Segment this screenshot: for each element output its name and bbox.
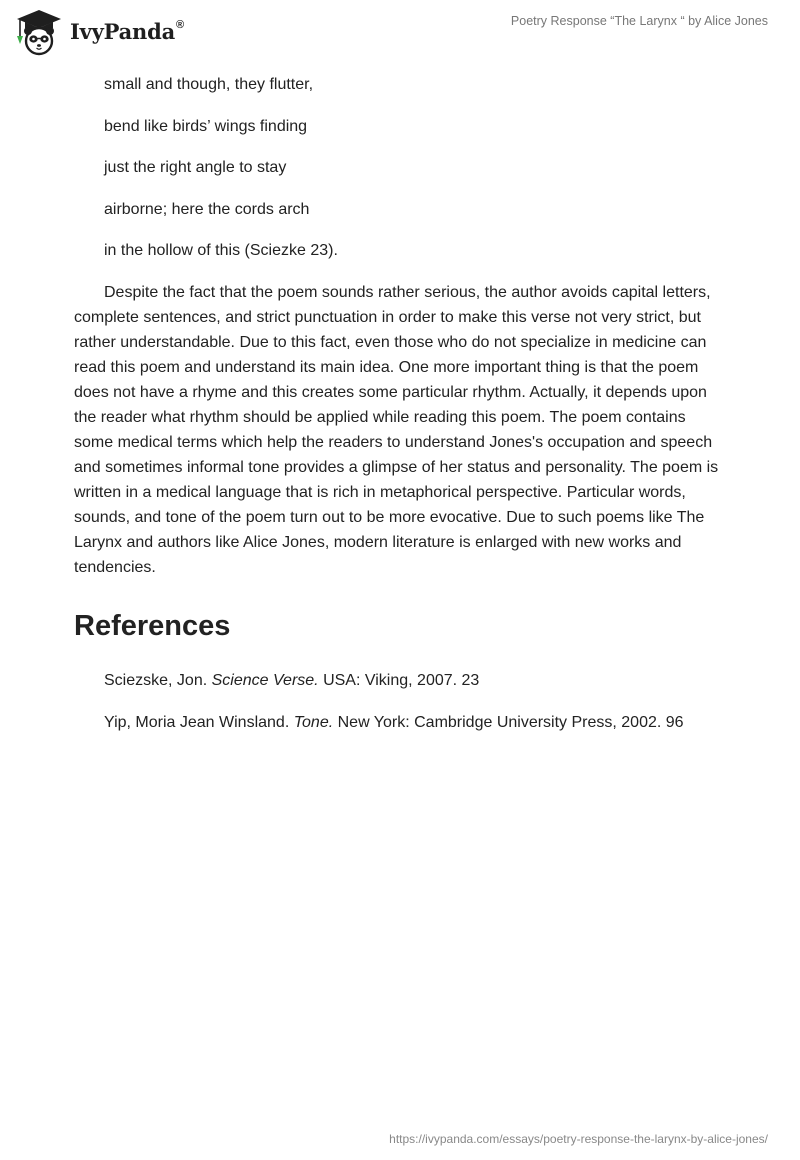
poem-line: bend like birds’ wings finding (104, 117, 308, 135)
poem-excerpt (74, 72, 726, 263)
reference-title: Tone. (293, 713, 334, 731)
source-url-link[interactable]: https://ivypanda.com/essays/poetry-response-the-larynx-by-alice-jones/ (389, 1132, 768, 1146)
poem-line: just the right angle to stay (104, 159, 287, 176)
essay-content (74, 72, 726, 752)
ivypanda-logo[interactable] (14, 8, 184, 56)
reference-item (104, 710, 726, 735)
reference-item (104, 668, 726, 693)
document-title: Poetry Response “The Larynx “ by Alice Jones (510, 14, 768, 28)
panda-graduate-icon (14, 8, 64, 56)
reference-title: Science Verse. (211, 671, 319, 689)
reference-publication: USA: Viking, 2007. 23 (323, 671, 480, 689)
poem-line: airborne; here the cords arch (104, 200, 310, 218)
body-paragraph: Despite the fact that the poem sounds rather serious, the author avoids capital letters, complete sentences, and strict punctuation in order to make this verse not very strict, but rather understandable. Due to this fact, even those who do not specialize in medicine can read this poem and understand its main idea. One more important thing is that the poem does not have a rhyme and this creates some particular rhythm. Actually, it depends upon the reader what rhythm should be applied while reading this poem. The poem contains some medical terms which help the readers to understand Jones's occupation and speech and sometimes informal tone provides a glimpse of her status and personality. The poem is written in a medical language that is rich in metaphorical perspective. Particular words, sounds, and tone of the poem turn out to be more evocative. Due to such poems like The Larynx and authors like Alice Jones, modern literature is enlarged with new works and tendencies. (74, 283, 719, 576)
reference-author: Sciezske, Jon. (104, 671, 208, 689)
poem-line: small and though, they flutter, (104, 76, 314, 93)
reference-publication: New York: Cambridge University Press, 2002. 96 (337, 713, 684, 731)
logo-wordmark (70, 19, 184, 44)
references-heading: References (74, 609, 231, 642)
logo-name: IvyPanda (70, 18, 176, 44)
poem-line: in the hollow of this (Sciezke 23). (104, 242, 338, 259)
page-header (0, 0, 800, 60)
reference-author: Yip, Moria Jean Winsland. (104, 713, 290, 731)
references-list (74, 668, 726, 735)
registered-mark: ® (176, 18, 184, 31)
